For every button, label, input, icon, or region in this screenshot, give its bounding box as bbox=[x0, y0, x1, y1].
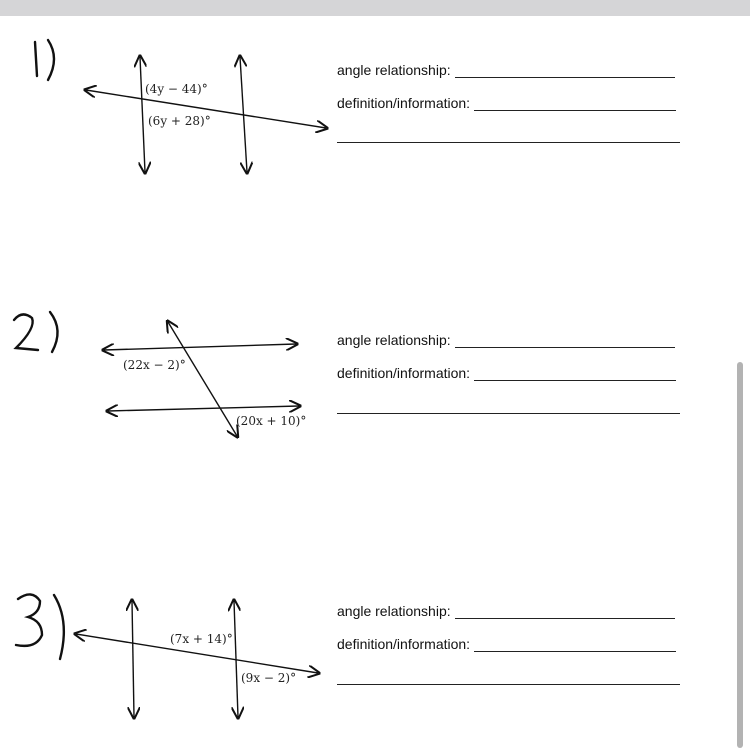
definition-label: definition/information: bbox=[337, 95, 471, 111]
definition-answer-line[interactable] bbox=[474, 637, 676, 652]
angle-label-b: (6y + 28)° bbox=[148, 114, 211, 128]
parallel-line-left bbox=[132, 601, 134, 717]
angle-label-b: (20x + 10)° bbox=[236, 414, 307, 428]
problem-3 bbox=[0, 541, 750, 741]
angle-relationship-answer-line[interactable] bbox=[455, 333, 675, 348]
extra-answer-line[interactable] bbox=[337, 142, 680, 143]
angle-relationship-answer-line[interactable] bbox=[455, 63, 675, 78]
definition-answer-line[interactable] bbox=[474, 96, 676, 111]
problem-1 bbox=[0, 0, 750, 200]
definition-label: definition/information: bbox=[337, 636, 471, 652]
angle-label-a: (7x + 14)° bbox=[170, 632, 233, 646]
angle-relationship-label: angle relationship: bbox=[337, 62, 451, 78]
angle-label-a: (22x − 2)° bbox=[123, 358, 186, 372]
definition-label: definition/information: bbox=[337, 365, 471, 381]
parallel-line-left bbox=[140, 57, 145, 172]
definition-answer-line[interactable] bbox=[474, 366, 676, 381]
angle-relationship-label: angle relationship: bbox=[337, 603, 451, 619]
angle-label-a: (4y − 44)° bbox=[145, 82, 208, 96]
transversal-line bbox=[168, 322, 237, 436]
handwritten-number-3 bbox=[16, 594, 64, 659]
handwritten-number-2 bbox=[14, 312, 58, 352]
extra-answer-line[interactable] bbox=[337, 413, 680, 414]
parallel-line-top bbox=[104, 344, 296, 350]
parallel-line-bottom bbox=[108, 406, 299, 411]
angle-relationship-label: angle relationship: bbox=[337, 332, 451, 348]
angle-label-b: (9x − 2)° bbox=[241, 671, 297, 685]
handwritten-number-1 bbox=[35, 40, 54, 80]
problem-2 bbox=[0, 270, 750, 470]
extra-answer-line[interactable] bbox=[337, 684, 680, 685]
angle-relationship-answer-line[interactable] bbox=[455, 604, 675, 619]
